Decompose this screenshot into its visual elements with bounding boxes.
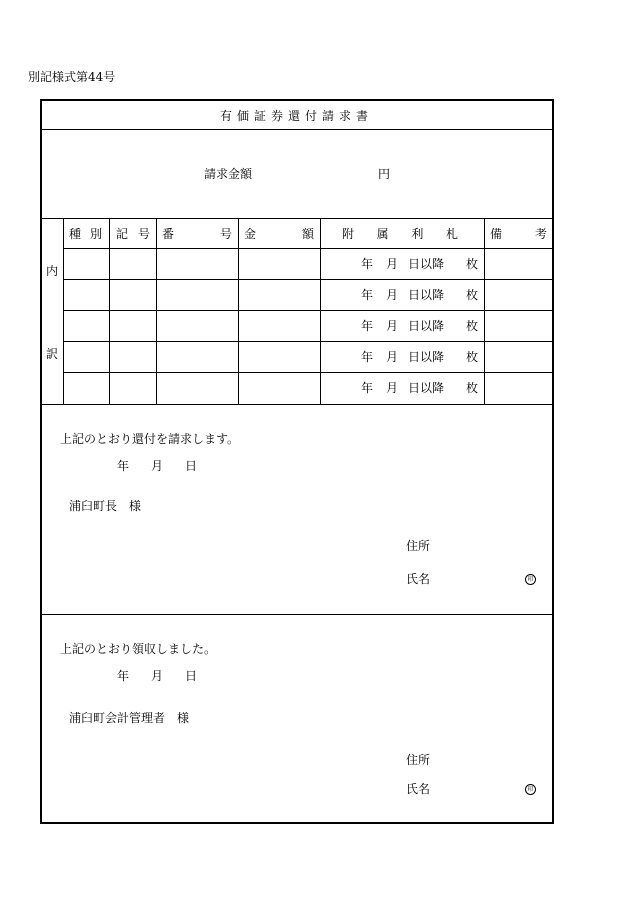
header-kind: 種 別: [69, 227, 102, 241]
row-4-month: 月: [386, 350, 399, 364]
receipt-address-label: 住所: [406, 753, 431, 767]
amount-label: 請求金額: [204, 167, 253, 181]
header-number: 番 号: [162, 227, 232, 241]
table-bottom-line: [41, 404, 553, 405]
header-note: 備 考: [490, 227, 547, 241]
amount-divider: [41, 218, 553, 219]
table-header-line: [63, 248, 553, 249]
header-coupon: 附 属 利 札: [342, 227, 458, 241]
side-label-bottom: 訳: [46, 347, 59, 361]
table-row-line: [63, 341, 553, 342]
table-col-line: [238, 218, 239, 404]
row-5-month: 月: [386, 381, 399, 395]
row-3-year: 年: [361, 319, 374, 333]
row-2-year: 年: [361, 288, 374, 302]
table-col-line: [109, 218, 110, 404]
row-5-day: 日以降: [408, 381, 445, 395]
section-divider: [41, 614, 553, 615]
request-address-label: 住所: [406, 539, 431, 553]
request-statement: 上記のとおり還付を請求します。: [60, 432, 240, 446]
table-col-line: [320, 218, 321, 404]
receipt-statement: 上記のとおり領収しました。: [60, 642, 217, 656]
request-date-year: 年: [117, 459, 130, 473]
request-seal-icon: 印: [525, 574, 536, 585]
row-5-year: 年: [361, 381, 374, 395]
table-row-line: [63, 310, 553, 311]
row-1-count: 枚: [466, 257, 479, 271]
row-5-count: 枚: [466, 381, 479, 395]
row-1-month: 月: [386, 257, 399, 271]
request-name-label: 氏名: [406, 572, 431, 586]
table-col-line: [484, 218, 485, 404]
title-divider: [41, 129, 553, 130]
receipt-date-day: 日: [185, 669, 198, 683]
request-addressee: 浦臼町長 様: [69, 499, 142, 513]
row-2-count: 枚: [466, 288, 479, 302]
receipt-date-month: 月: [151, 669, 164, 683]
table-row-line: [63, 279, 553, 280]
receipt-date-year: 年: [117, 669, 130, 683]
row-3-count: 枚: [466, 319, 479, 333]
receipt-seal-icon: 印: [525, 784, 536, 795]
receipt-name-label: 氏名: [406, 782, 431, 796]
form-id: 別記様式第44号: [28, 70, 116, 84]
table-col-line: [156, 218, 157, 404]
header-symbol: 記 号: [116, 227, 150, 241]
table-col-line: [63, 218, 64, 404]
row-4-count: 枚: [466, 350, 479, 364]
request-date-month: 月: [151, 459, 164, 473]
row-3-month: 月: [386, 319, 399, 333]
row-3-day: 日以降: [408, 319, 445, 333]
row-2-day: 日以降: [408, 288, 445, 302]
row-2-month: 月: [386, 288, 399, 302]
amount-unit: 円: [378, 167, 391, 181]
side-label-top: 内: [46, 264, 59, 278]
row-4-day: 日以降: [408, 350, 445, 364]
request-date-day: 日: [185, 459, 198, 473]
row-1-year: 年: [361, 257, 374, 271]
row-4-year: 年: [361, 350, 374, 364]
form-title: 有価証券還付請求書: [220, 109, 374, 123]
table-row-line: [63, 372, 553, 373]
header-amount: 金 額: [244, 227, 314, 241]
receipt-addressee: 浦臼町会計管理者 様: [69, 711, 190, 725]
row-1-day: 日以降: [408, 257, 445, 271]
amount-field[interactable]: [262, 166, 372, 182]
